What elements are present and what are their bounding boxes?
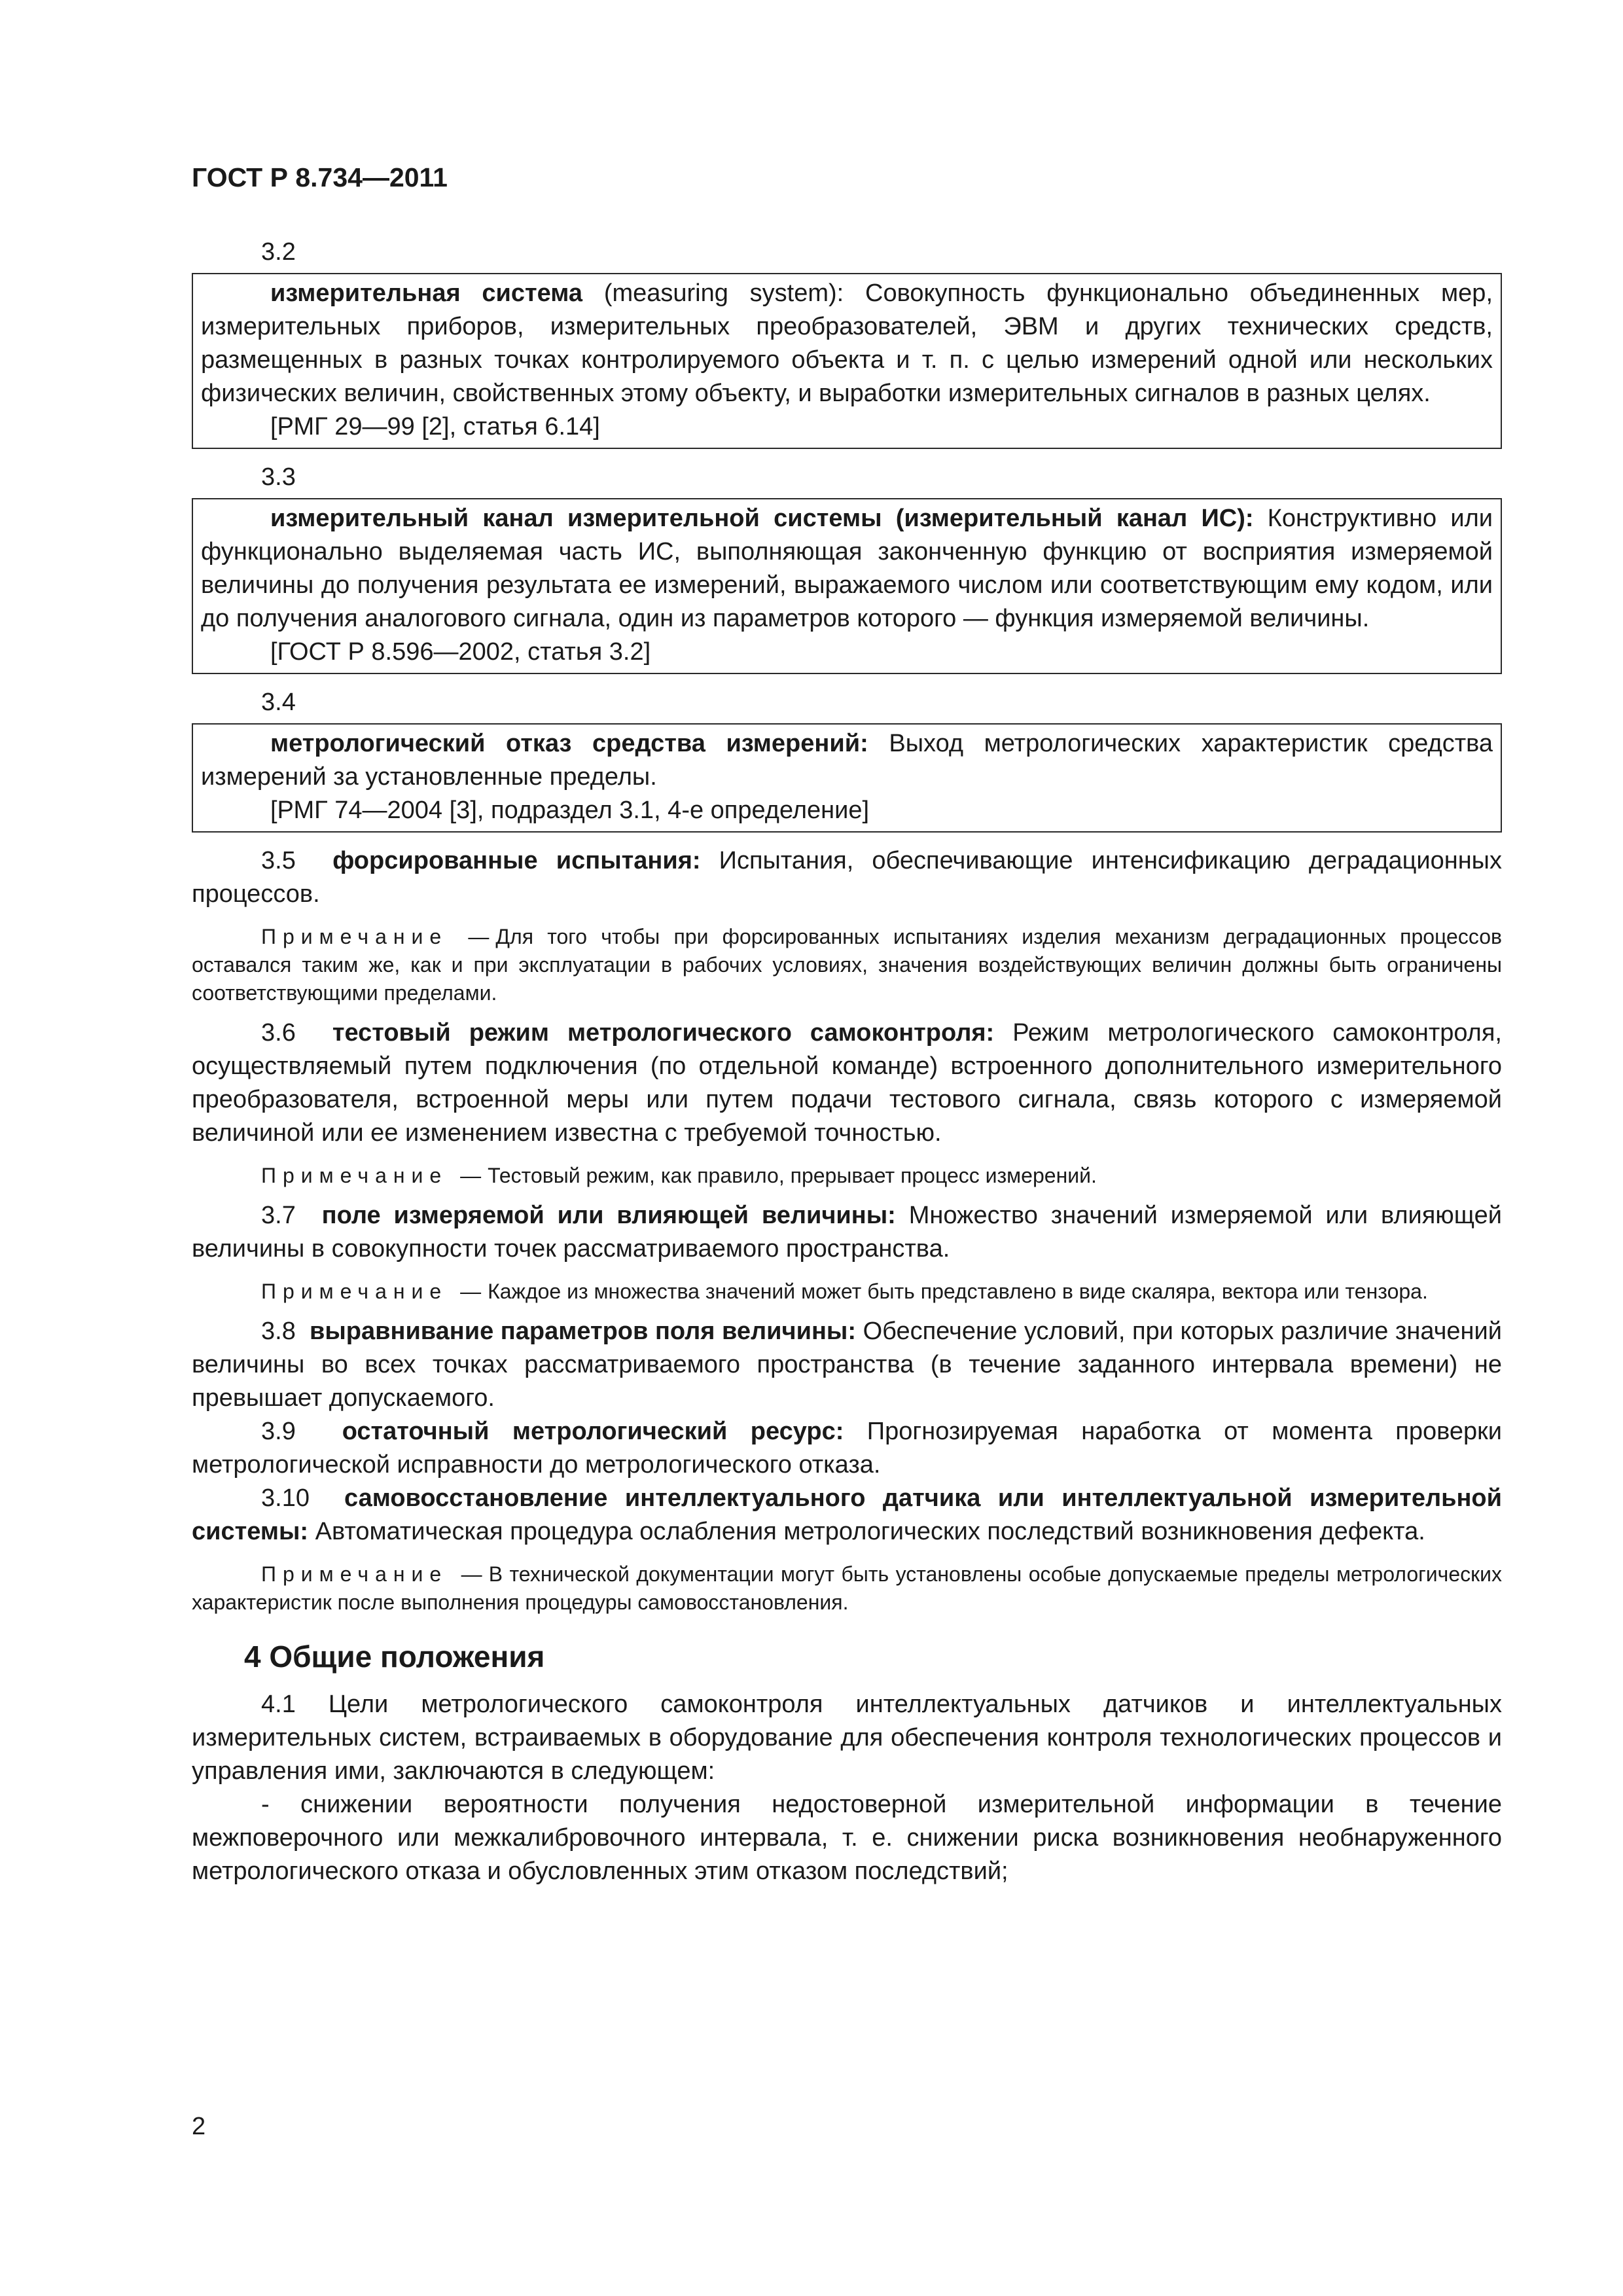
- page-number: 2: [192, 2113, 206, 2140]
- term-paragraph: [192, 1482, 1502, 1549]
- note: [192, 1162, 1502, 1190]
- definition-body: Выход метрологических характеристик средства измерений за установленные пределы.: [201, 730, 1493, 791]
- definition-text: [201, 727, 1493, 794]
- note-text: В технической документации могут быть установлены особые допускаемые пределы метрологических характеристик после выполнения процедуры самовосстановления.: [192, 1562, 1503, 1614]
- definition-term: измерительный канал измерительной системы (измерительный канал ИС):: [270, 505, 1254, 532]
- list-item: - снижении вероятности получения недостоверной измерительной информации в течение межповерочного или межкалибровочного интервала, т. е. снижении риска возникновения необнаруженного метрологического отказа и обусловленных этим отказом последствий;: [192, 1791, 1502, 1885]
- term-title: форсированные испытания:: [332, 847, 701, 874]
- term-paragraph: [192, 844, 1502, 911]
- term-body: Множество значений измеряемой или влияющей величины в совокупности точек рассматриваемого пространства.: [192, 1202, 1502, 1263]
- definition-reference: [РМГ 74—2004 [3], подраздел 3.1, 4-е определение]: [270, 797, 870, 824]
- term-paragraph: [192, 1199, 1502, 1266]
- term-title: самовосстановление интеллектуального датчика или интеллектуальной измерительной системы:: [192, 1484, 1502, 1545]
- section-paragraph: 4.1 Цели метрологического самоконтроля интеллектуальных датчиков и интеллектуальных измерительных систем, встраиваемых в оборудование для обеспечения контроля технологических процессов и управления ими, заключаются в следующем:: [192, 1691, 1502, 1785]
- term-number: 3.9: [261, 1418, 296, 1445]
- term-number: 3.8: [261, 1318, 296, 1345]
- term-number: 3.6: [261, 1019, 296, 1047]
- def-number: 3.2: [261, 238, 296, 266]
- definition-term: измерительная система: [270, 279, 583, 307]
- def-number: 3.3: [261, 463, 296, 491]
- note-label: Примечание —: [261, 1280, 488, 1303]
- term-paragraph: [192, 1016, 1502, 1150]
- note-text: Для того чтобы при форсированных испытаниях изделия механизм деградационных процессов оставался таким же, как и при эксплуатации в рабочих условиях, значения воздействующих величин должны быть ограничены соответствующими пределами.: [192, 925, 1503, 1005]
- term-paragraph: [192, 1315, 1502, 1415]
- note-text: Каждое из множества значений может быть представлено в виде скаляра, вектора или тензора.: [488, 1280, 1428, 1303]
- term-paragraph: [192, 1415, 1502, 1482]
- definition-box: [192, 273, 1502, 449]
- note-label: Примечание —: [261, 925, 496, 948]
- term-body: Режим метрологического самоконтроля, осуществляемый путем подключения (по отдельной команде) встроенного дополнительного измерительного преобразователя, встроенной меры или путем подачи тестового сигнала, связь которого с измеряемой величиной или ее изменением известна с требуемой точностью.: [192, 1019, 1502, 1147]
- document-body: [192, 236, 1502, 1888]
- definition-text: [201, 277, 1493, 410]
- term-title: остаточный метрологический ресурс:: [342, 1418, 844, 1445]
- note-text: Тестовый режим, как правило, прерывает процесс измерений.: [488, 1164, 1097, 1187]
- definition-body: Конструктивно или функционально выделяемая часть ИС, выполняющая законченную функцию от восприятия измеряемой величины до получения результата ее измерений, выражаемого числом или соответствующим ему кодом, или до получения аналогового сигнала, один из параметров которого — функция измеряемой величины.: [201, 505, 1493, 632]
- term-body: Автоматическая процедура ослабления метрологических последствий возникновения дефекта.: [308, 1518, 1425, 1545]
- term-title: поле измеряемой или влияющей величины:: [321, 1202, 896, 1229]
- term-number: 3.5: [261, 847, 296, 874]
- term-body: Прогнозируемая наработка от момента проверки метрологической исправности до метрологического отказа.: [192, 1418, 1503, 1479]
- term-body: Испытания, обеспечивающие интенсификацию деградационных процессов.: [192, 847, 1502, 908]
- def-number: 3.4: [261, 689, 296, 716]
- term-body: Обеспечение условий, при которых различие значений величины во всех точках рассматриваемого пространства (в течение заданного интервала времени) не превышает допускаемого.: [192, 1318, 1502, 1412]
- term-title: тестовый режим метрологического самоконтроля:: [332, 1019, 995, 1047]
- note: [192, 923, 1502, 1007]
- section-heading: 4 Общие положения: [244, 1640, 545, 1674]
- definition-box: [192, 723, 1502, 833]
- note: [192, 1278, 1502, 1306]
- definition-reference: [ГОСТ Р 8.596—2002, статья 3.2]: [270, 638, 651, 666]
- definition-reference: [РМГ 29—99 [2], статья 6.14]: [270, 413, 600, 440]
- document-header: ГОСТ Р 8.734—2011: [192, 162, 448, 192]
- term-title: выравнивание параметров поля величины:: [309, 1318, 857, 1345]
- note-label: Примечание —: [261, 1164, 488, 1187]
- term-number: 3.7: [261, 1202, 296, 1229]
- term-number: 3.10: [261, 1484, 310, 1512]
- definition-term: метрологический отказ средства измерений:: [270, 730, 868, 757]
- note-label: Примечание —: [261, 1562, 489, 1586]
- definition-text: [201, 502, 1493, 636]
- definition-box: [192, 498, 1502, 674]
- note: [192, 1560, 1502, 1617]
- definition-body: (measuring system): Совокупность функционально объединенных мер, измерительных приборов, измерительных преобразователей, ЭВМ и других технических средств, размещенных в разных точках контролируемого объекта и т. п. с целью измерений одной или нескольких физических величин, свойственных этому объекту, и выработки измерительных сигналов в разных целях.: [201, 279, 1493, 407]
